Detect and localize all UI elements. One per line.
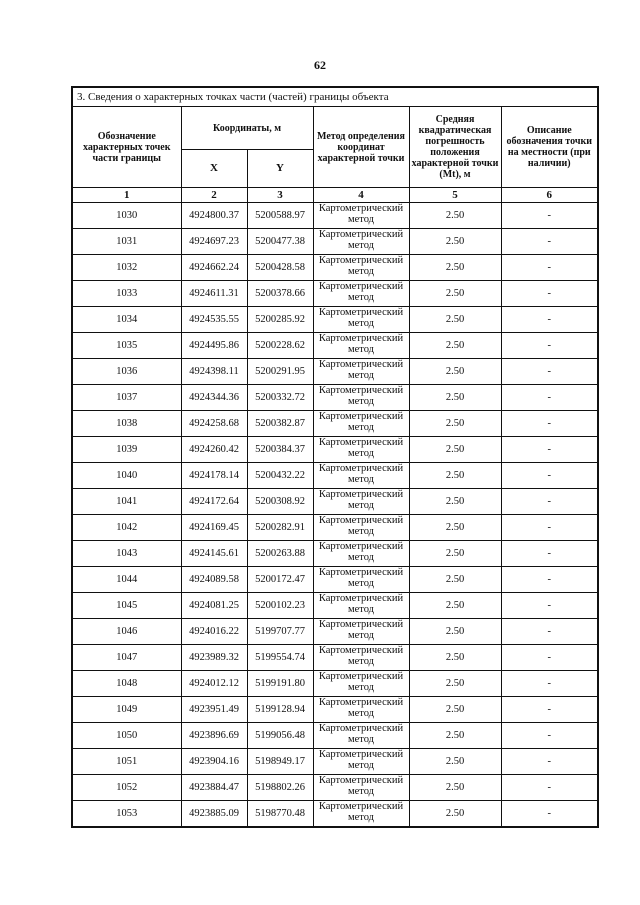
y-cell: 5198802.26 [247,775,313,801]
table-row [72,671,598,697]
method-line2: метод [347,240,375,251]
accuracy-cell: 2.50 [409,229,501,255]
point-cell: 1032 [72,255,181,281]
method-line2: метод [347,682,375,693]
method-line1: Картометрический [318,619,404,630]
method-line2: метод [347,630,375,641]
method-cell [313,489,409,515]
table-row [72,359,598,385]
x-cell: 4924495.86 [181,333,247,359]
x-cell: 4924662.24 [181,255,247,281]
x-cell: 4923885.09 [181,801,247,828]
x-cell: 4923884.47 [181,775,247,801]
y-cell: 5200282.91 [247,515,313,541]
method-line2: метод [347,526,375,537]
accuracy-cell: 2.50 [409,489,501,515]
column-number: 2 [181,188,247,203]
x-cell: 4924016.22 [181,619,247,645]
method-line1: Картометрический [318,203,404,214]
y-cell: 5200308.92 [247,489,313,515]
method-line1: Картометрический [318,463,404,474]
y-cell: 5200172.47 [247,567,313,593]
description-cell: - [501,437,598,463]
method-cell [313,541,409,567]
method-line1: Картометрический [318,541,404,552]
table-row [72,255,598,281]
description-cell: - [501,489,598,515]
point-cell: 1052 [72,775,181,801]
table-row [72,619,598,645]
x-cell: 4924081.25 [181,593,247,619]
point-cell: 1042 [72,515,181,541]
y-cell: 5200228.62 [247,333,313,359]
point-cell: 1036 [72,359,181,385]
y-cell: 5199128.94 [247,697,313,723]
method-cell [313,437,409,463]
description-cell: - [501,645,598,671]
description-cell: - [501,411,598,437]
method-cell [313,255,409,281]
method-cell [313,515,409,541]
x-cell: 4924611.31 [181,281,247,307]
column-number: 3 [247,188,313,203]
point-cell: 1047 [72,645,181,671]
accuracy-cell: 2.50 [409,801,501,828]
method-cell [313,801,409,828]
method-line2: метод [347,344,375,355]
section-title: 3. Сведения о характерных точках части (частей) границы объекта [72,87,598,107]
point-cell: 1033 [72,281,181,307]
description-cell: - [501,281,598,307]
method-line1: Картометрический [318,697,404,708]
x-cell: 4924012.12 [181,671,247,697]
table-row [72,645,598,671]
description-cell: - [501,801,598,828]
table-row [72,775,598,801]
table-row [72,749,598,775]
point-cell: 1045 [72,593,181,619]
table-row [72,203,598,229]
y-cell: 5198770.48 [247,801,313,828]
x-cell: 4924172.64 [181,489,247,515]
y-cell: 5200382.87 [247,411,313,437]
y-cell: 5200285.92 [247,307,313,333]
x-cell: 4923904.16 [181,749,247,775]
method-cell [313,749,409,775]
accuracy-cell: 2.50 [409,203,501,229]
method-line2: метод [347,578,375,589]
method-line2: метод [347,552,375,563]
method-line2: метод [347,266,375,277]
method-line1: Картометрический [318,229,404,240]
table-row [72,437,598,463]
x-cell: 4924535.55 [181,307,247,333]
accuracy-cell: 2.50 [409,671,501,697]
method-cell [313,775,409,801]
header-description: Описание обозначения точки на местности (при наличии) [501,107,598,188]
description-cell: - [501,697,598,723]
point-cell: 1040 [72,463,181,489]
description-cell: - [501,229,598,255]
table-row [72,307,598,333]
method-line1: Картометрический [318,723,404,734]
description-cell: - [501,359,598,385]
column-number: 6 [501,188,598,203]
accuracy-cell: 2.50 [409,359,501,385]
method-cell [313,307,409,333]
description-cell: - [501,541,598,567]
x-cell: 4924260.42 [181,437,247,463]
method-line1: Картометрический [318,411,404,422]
method-line2: метод [347,708,375,719]
method-line2: метод [347,656,375,667]
header-coords: Координаты, м [181,107,313,150]
point-cell: 1049 [72,697,181,723]
method-line1: Картометрический [318,593,404,604]
accuracy-cell: 2.50 [409,619,501,645]
accuracy-cell: 2.50 [409,541,501,567]
method-line2: метод [347,734,375,745]
method-cell [313,229,409,255]
method-cell [313,645,409,671]
method-line1: Картометрический [318,281,404,292]
method-cell [313,723,409,749]
y-cell: 5200477.38 [247,229,313,255]
method-cell [313,593,409,619]
header-accuracy: Средняя квадратическая погрешность положения характерной точки (Mt), м [409,107,501,188]
point-cell: 1038 [72,411,181,437]
table-row [72,541,598,567]
method-cell [313,333,409,359]
table-row [72,385,598,411]
description-cell: - [501,671,598,697]
description-cell: - [501,203,598,229]
point-cell: 1048 [72,671,181,697]
point-cell: 1053 [72,801,181,828]
header-point: Обозначение характерных точек части границы [72,107,181,188]
table-row [72,593,598,619]
accuracy-cell: 2.50 [409,411,501,437]
column-number: 4 [313,188,409,203]
method-line1: Картометрический [318,333,404,344]
y-cell: 5200384.37 [247,437,313,463]
y-cell: 5200291.95 [247,359,313,385]
description-cell: - [501,515,598,541]
description-cell: - [501,619,598,645]
description-cell: - [501,749,598,775]
accuracy-cell: 2.50 [409,593,501,619]
y-cell: 5200102.23 [247,593,313,619]
accuracy-cell: 2.50 [409,255,501,281]
table-row [72,463,598,489]
method-line1: Картометрический [318,775,404,786]
accuracy-cell: 2.50 [409,515,501,541]
method-line2: метод [347,422,375,433]
method-line2: метод [347,448,375,459]
description-cell: - [501,463,598,489]
method-line2: метод [347,500,375,511]
method-line1: Картометрический [318,567,404,578]
table-row [72,411,598,437]
method-line2: метод [347,604,375,615]
x-cell: 4923989.32 [181,645,247,671]
method-line1: Картометрический [318,515,404,526]
y-cell: 5200428.58 [247,255,313,281]
column-number: 5 [409,188,501,203]
method-line2: метод [347,812,375,823]
method-cell [313,697,409,723]
accuracy-cell: 2.50 [409,463,501,489]
method-line1: Картометрический [318,359,404,370]
point-cell: 1050 [72,723,181,749]
column-numbers-row [72,188,598,203]
table-row [72,515,598,541]
point-cell: 1037 [72,385,181,411]
description-cell: - [501,723,598,749]
x-cell: 4924258.68 [181,411,247,437]
x-cell: 4924398.11 [181,359,247,385]
accuracy-cell: 2.50 [409,385,501,411]
method-cell [313,281,409,307]
method-cell [313,671,409,697]
method-line2: метод [347,474,375,485]
description-cell: - [501,385,598,411]
method-line1: Картометрический [318,255,404,266]
y-cell: 5200588.97 [247,203,313,229]
header-y: Y [247,150,313,188]
x-cell: 4924145.61 [181,541,247,567]
method-line1: Картометрический [318,437,404,448]
point-cell: 1051 [72,749,181,775]
method-cell [313,359,409,385]
description-cell: - [501,593,598,619]
method-cell [313,567,409,593]
point-cell: 1035 [72,333,181,359]
accuracy-cell: 2.50 [409,333,501,359]
method-line1: Картометрический [318,801,404,812]
method-cell [313,463,409,489]
table-row [72,567,598,593]
method-line1: Картометрический [318,307,404,318]
method-line1: Картометрический [318,489,404,500]
x-cell: 4924178.14 [181,463,247,489]
point-cell: 1041 [72,489,181,515]
description-cell: - [501,775,598,801]
accuracy-cell: 2.50 [409,775,501,801]
y-cell: 5199707.77 [247,619,313,645]
y-cell: 5200432.22 [247,463,313,489]
accuracy-cell: 2.50 [409,281,501,307]
accuracy-cell: 2.50 [409,437,501,463]
accuracy-cell: 2.50 [409,749,501,775]
table-row [72,723,598,749]
table-row [72,281,598,307]
accuracy-cell: 2.50 [409,307,501,333]
accuracy-cell: 2.50 [409,697,501,723]
table-row [72,229,598,255]
method-cell [313,619,409,645]
x-cell: 4923896.69 [181,723,247,749]
table-row [72,801,598,828]
method-line1: Картометрический [318,671,404,682]
method-line2: метод [347,292,375,303]
x-cell: 4924697.23 [181,229,247,255]
boundary-points-table [71,86,599,828]
method-line2: метод [347,318,375,329]
table-row [72,489,598,515]
x-cell: 4924089.58 [181,567,247,593]
y-cell: 5200378.66 [247,281,313,307]
description-cell: - [501,307,598,333]
point-cell: 1039 [72,437,181,463]
y-cell: 5200332.72 [247,385,313,411]
table-row [72,333,598,359]
point-cell: 1030 [72,203,181,229]
method-line1: Картометрический [318,749,404,760]
method-cell [313,203,409,229]
y-cell: 5200263.88 [247,541,313,567]
description-cell: - [501,567,598,593]
method-line1: Картометрический [318,385,404,396]
x-cell: 4924800.37 [181,203,247,229]
y-cell: 5199191.80 [247,671,313,697]
x-cell: 4924344.36 [181,385,247,411]
description-cell: - [501,255,598,281]
accuracy-cell: 2.50 [409,645,501,671]
header-x: X [181,150,247,188]
method-line1: Картометрический [318,645,404,656]
point-cell: 1046 [72,619,181,645]
point-cell: 1043 [72,541,181,567]
page-number: 62 [314,58,326,72]
method-cell [313,385,409,411]
accuracy-cell: 2.50 [409,567,501,593]
x-cell: 4923951.49 [181,697,247,723]
method-line2: метод [347,370,375,381]
method-line2: метод [347,786,375,797]
y-cell: 5198949.17 [247,749,313,775]
description-cell: - [501,333,598,359]
x-cell: 4924169.45 [181,515,247,541]
y-cell: 5199554.74 [247,645,313,671]
point-cell: 1044 [72,567,181,593]
method-cell [313,411,409,437]
method-line2: метод [347,396,375,407]
y-cell: 5199056.48 [247,723,313,749]
point-cell: 1034 [72,307,181,333]
column-number: 1 [72,188,181,203]
method-line2: метод [347,760,375,771]
accuracy-cell: 2.50 [409,723,501,749]
point-cell: 1031 [72,229,181,255]
header-method: Метод определения координат характерной точки [313,107,409,188]
method-line2: метод [347,214,375,225]
table-row [72,697,598,723]
